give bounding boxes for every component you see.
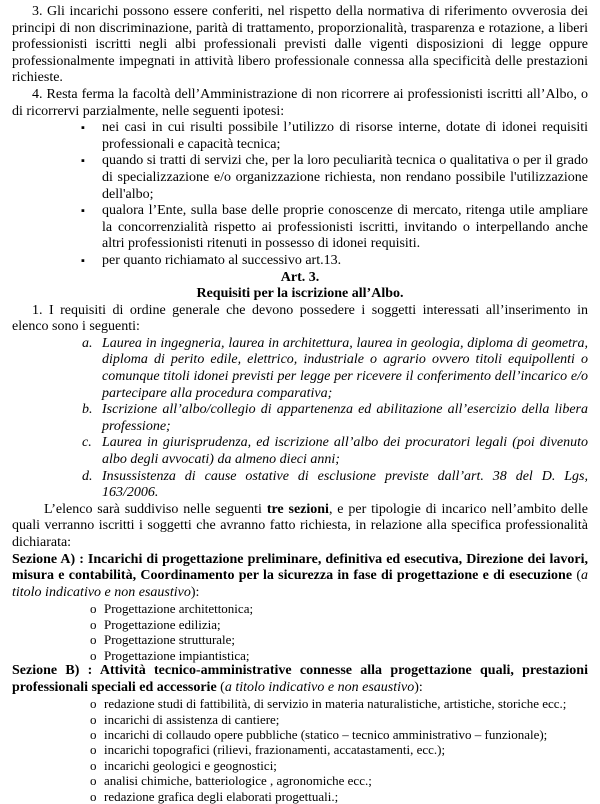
circle-bullet-icon: o <box>90 773 97 789</box>
circle-bullet-icon: o <box>90 711 97 727</box>
elenco-paragraph: L’elenco sarà suddiviso nelle seguenti tre sezioni, e per tipologie di incarico nell’ambito delle quali verranno iscritti i soggetti che avranno fatto richiesta, in relazione alla specifica professionalità dichiarata: <box>12 501 588 550</box>
list-item: o incarichi di collaudo opere pubbliche (statico – tecnico amministrativo – funzionale); <box>90 727 548 742</box>
article-title: Requisiti per la iscrizione all’Albo. <box>196 286 404 302</box>
list-item: o Progettazione impiantistica; <box>90 647 250 663</box>
circle-bullet-icon: o <box>90 601 97 617</box>
list-item: o incarichi topografici (rilievi, frazionamenti, accatastamenti, ecc.); <box>90 742 446 758</box>
list-item: o redazione studi di fattibilità, di servizio in materia naturalistiche, artistiche, storiche ecc.; <box>90 696 567 712</box>
list-item: ▪ per quanto richiamato al successivo art.13. <box>81 252 342 268</box>
list-item: b. Iscrizione all’albo/collegio di appartenenza ed abilitazione all’esercizio della libera professione; <box>82 402 588 434</box>
circle-bullet-icon: o <box>90 632 97 648</box>
section-b-heading: Sezione B) : Attività tecnico-amministrative connesse alla progettazione quali, prestazioni professionali speciali ed accessorie (a titolo indicativo e non esaustivo): <box>12 663 588 695</box>
bullet-icon: ▪ <box>81 122 85 135</box>
circle-bullet-icon: o <box>90 757 97 773</box>
paragraph-4: 4. Resta ferma la facoltà dell’Amministrazione di non ricorrere ai professionisti iscritti all’Albo, o di ricorrervi parzialmente, nelle seguenti ipotesi: <box>12 86 588 119</box>
requirements-intro: 1. I requisiti di ordine generale che devono possedere i soggetti interessati all’inserimento in elenco sono i seguenti: <box>12 302 588 335</box>
exception-list <box>12 120 588 269</box>
list-item: o analisi chimiche, batteriologice , agronomiche ecc.; <box>90 773 372 789</box>
list-item: ▪ quando si tratti di servizi che, per la loro peculiarità tecnica o qualitativa o per il grado di specializzazione e/o organizzazione richiesta, non rendano possibile l'utilizzazione dell'albo; <box>81 153 588 202</box>
list-item: o Progettazione architettonica; <box>90 601 254 617</box>
section-a-list <box>12 601 588 663</box>
section-a-heading: Sezione A) : Incarichi di progettazione preliminare, definitiva ed esecutiva, Direzione dei lavori, misura e contabilità, Coordinamento per la sicurezza in fase di progettazione e di esecuzione (a titolo indicativo e non esaustivo): <box>12 551 588 600</box>
list-item: ▪ qualora l’Ente, sulla base delle proprie conoscenze di mercato, ritenga utile ampliare la concorrenzialità rispetto ai professionisti iscritti, invitando o interpellando anche altri professionisti ritenuti in possesso di idonei requisiti. <box>81 203 588 252</box>
list-item: d. Insussistenza di cause ostative di esclusione previste dall’art. 38 del D. Lgs, 163/2006. <box>82 468 588 501</box>
requirements-list <box>12 336 588 502</box>
list-item: o redazione grafica degli elaborati progettuali.; <box>90 788 339 804</box>
circle-bullet-icon: o <box>90 696 97 712</box>
list-item: o incarichi di assistenza di cantiere; <box>90 711 280 727</box>
circle-bullet-icon: o <box>90 727 97 742</box>
list-item: c. Laurea in giurisprudenza, ed iscrizione all’albo dei procuratori legali (poi divenuto albo degli avvocati) da almeno dieci anni; <box>82 435 588 468</box>
bullet-icon: ▪ <box>81 155 85 168</box>
list-item: o Progettazione edilizia; <box>90 616 221 632</box>
list-item: o Progettazione strutturale; <box>90 632 236 648</box>
bullet-icon: ▪ <box>81 205 85 218</box>
bullet-icon: ▪ <box>81 254 85 267</box>
circle-bullet-icon: o <box>90 742 97 758</box>
circle-bullet-icon: o <box>90 788 97 804</box>
paragraph-3: 3. Gli incarichi possono essere conferiti, nel rispetto della normativa di riferimento ovverosia dei principi di non discriminazione, parità di trattamento, proporzionalità, trasparenza e rotazione, a liberi professionisti iscritti negli albi professionali previsti dalle vigenti disposizioni di legge oppure professionalmente impegnati in attività libero professionale connessa alla specificità delle prestazioni richieste. <box>12 4 588 86</box>
article-number: Art. 3. <box>280 269 320 285</box>
circle-bullet-icon: o <box>90 647 97 663</box>
circle-bullet-icon: o <box>90 616 97 632</box>
list-item: ▪ nei casi in cui risulti possibile l’utilizzo di risorse interne, dotate di idonei requisiti professionali e capacità tecnica; <box>81 120 588 152</box>
list-item: a. Laurea in ingegneria, laurea in architettura, laurea in geologia, diploma di geometra, diploma di perito edile, elettrico, industriale o agrario ovvero titoli equipollenti o comunque titoli idonei previsti per legge per ricevere il conferimento dell’incarico e/o partecipare alla procedura comparativa; <box>82 335 588 401</box>
section-b-list <box>12 696 588 804</box>
list-item: o incarichi geologici e geognostici; <box>90 757 277 773</box>
